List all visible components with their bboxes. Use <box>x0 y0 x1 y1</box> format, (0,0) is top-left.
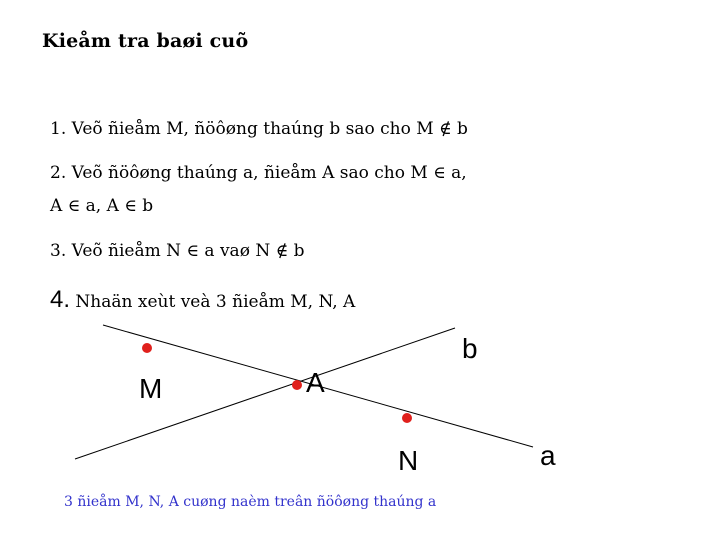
point-n-dot <box>402 413 412 423</box>
task-4-text: Nhaän xeùt veà 3 ñieåm M, N, A <box>70 292 356 312</box>
point-a-dot <box>292 380 302 390</box>
point-m-label: M <box>139 373 163 404</box>
task-1: 1. Veõ ñieåm M, ñöôøng thaúng b sao cho M ∉ b <box>50 119 468 139</box>
page-title: Kieåm tra baøi cuõ <box>42 30 249 52</box>
point-n-label: N <box>398 445 419 476</box>
point-a-label: A <box>306 367 325 398</box>
task-4-number: 4. <box>50 286 71 313</box>
line-a-label: a <box>540 440 556 471</box>
task-2-line-1: 2. Veõ ñöôøng thaúng a, ñieåm A sao cho M ∈ a, <box>50 163 467 183</box>
point-m-dot <box>142 343 152 353</box>
task-2-line-2: A ∈ a, A ∈ b <box>50 196 154 216</box>
line-b <box>75 328 455 459</box>
line-b-label: b <box>462 333 478 364</box>
task-3: 3. Veõ ñieåm N ∈ a vaø N ∉ b <box>50 241 305 261</box>
conclusion-text: 3 ñieåm M, N, A cuøng naèm treân ñöôøng thaúng a <box>64 494 437 510</box>
